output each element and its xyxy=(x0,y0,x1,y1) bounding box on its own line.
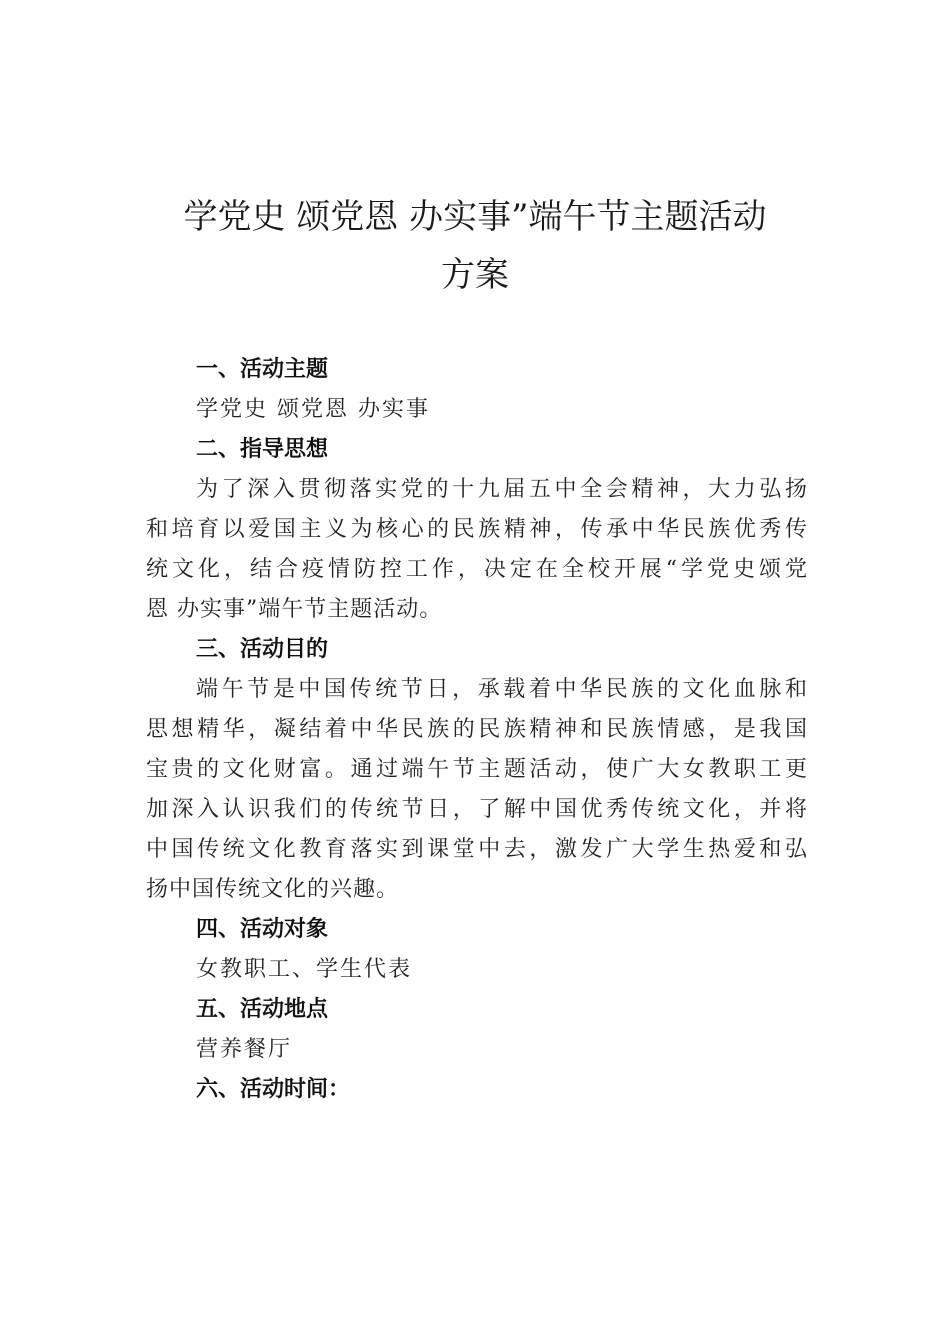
section-text-location: 营养餐厅 xyxy=(196,1037,293,1062)
paragraph-line: 端午节是中国传统节日，承载着中华民族的文化血脉和 xyxy=(196,677,808,702)
paragraph-line: 中国传统文化教育落实到课堂中去，激发广大学生热爱和弘 xyxy=(146,837,808,862)
section-text-participants: 女教职工、学生代表 xyxy=(196,957,413,982)
title-line-2: 方案 xyxy=(441,255,509,295)
section-paragraph-guiding-thought xyxy=(146,470,808,630)
paragraph-line: 扬中国传统文化的兴趣。 xyxy=(146,877,400,902)
paragraph-line: 和培育以爱国主义为核心的民族精神，传承中华民族优秀传 xyxy=(146,517,808,542)
section-heading-guiding-thought: 二、指导思想 xyxy=(196,437,329,462)
section-heading-participants: 四、活动对象 xyxy=(196,917,329,942)
section-heading-theme: 一、活动主题 xyxy=(196,357,329,382)
section-paragraph-purpose xyxy=(146,670,808,910)
section-heading-location: 五、活动地点 xyxy=(196,997,329,1022)
paragraph-line: 宝贵的文化财富。通过端午节主题活动，使广大女教职工更 xyxy=(146,757,808,782)
section-heading-time: 六、活动时间： xyxy=(196,1077,351,1102)
document-title xyxy=(100,188,850,304)
paragraph-line: 恩 办实事”端午节主题活动。 xyxy=(146,597,443,622)
document-body xyxy=(146,350,808,1110)
title-line-1: 学党史 颂党恩 办实事”端午节主题活动 xyxy=(183,197,767,237)
paragraph-line: 思想精华，凝结着中华民族的民族精神和民族情感，是我国 xyxy=(146,717,808,742)
paragraph-line: 为了深入贯彻落实党的十九届五中全会精神，大力弘扬 xyxy=(196,477,808,502)
section-heading-purpose: 三、活动目的 xyxy=(196,637,329,662)
section-text-theme: 学党史 颂党恩 办实事 xyxy=(196,397,430,422)
paragraph-line: 统文化，结合疫情防控工作，决定在全校开展“学党史颂党 xyxy=(146,557,808,582)
paragraph-line: 加深入认识我们的传统节日，了解中国优秀传统文化，并将 xyxy=(146,797,808,822)
